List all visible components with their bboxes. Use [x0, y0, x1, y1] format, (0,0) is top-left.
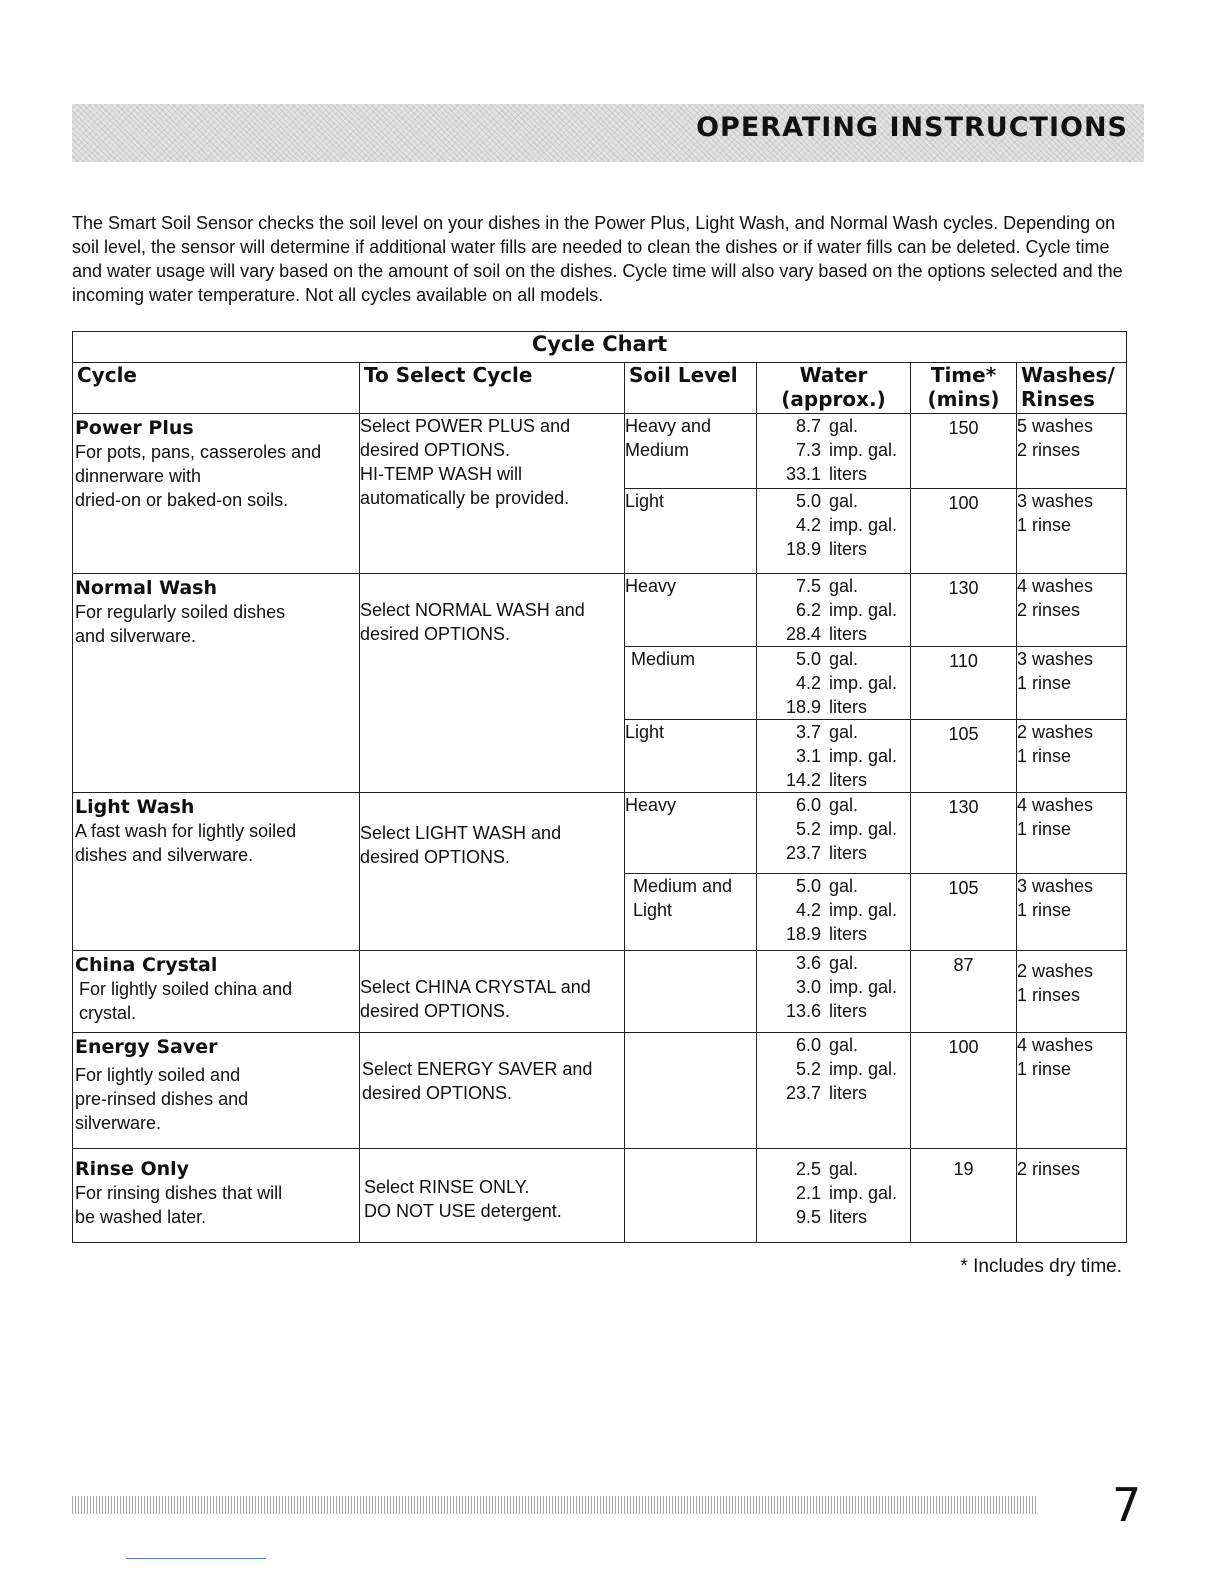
- cycle-desc-line: dishes and silverware.: [75, 845, 254, 866]
- cycle-cell-normal-wash: [73, 573, 360, 793]
- water-unit: imp. gal.: [829, 440, 898, 461]
- water-amount: 9.5: [795, 1206, 821, 1227]
- washes-cell: [1017, 950, 1127, 1032]
- washes-line: 1 rinse: [1017, 819, 1072, 840]
- water-amount: 28.4: [785, 623, 821, 644]
- column-header-select: To Select Cycle: [360, 363, 625, 414]
- water-unit: liters: [829, 464, 868, 485]
- water-cell: [757, 1148, 911, 1242]
- cycle-cell-china-crystal: [73, 950, 360, 1032]
- water-amount: 7.5: [795, 575, 821, 596]
- cycle-description: [73, 600, 359, 648]
- soil-line: Medium: [631, 648, 696, 669]
- water-unit: gal.: [829, 491, 859, 512]
- water-cell: [757, 489, 911, 573]
- time-cell: 130: [911, 793, 1017, 873]
- washes-line: 1 rinse: [1017, 746, 1072, 767]
- intro-paragraph: The Smart Soil Sensor checks the soil level on your dishes in the Power Plus, Light Wash, and Normal Wash cycles. Depending on soil level, the sensor will determine if additional water fills are needed to clean the dishes or if water fills can be deleted. Cycle time and water usage will vary based on the amount of soil on the dishes. Cycle time will also vary based on the options selected and the incoming water temperature. Not all cycles available on all models.: [72, 213, 1123, 305]
- water-amount: 6.2: [795, 599, 821, 620]
- select-line: Select RINSE ONLY.: [364, 1176, 530, 1197]
- water-amount: 4.2: [795, 899, 821, 920]
- select-cell-energy-saver: [360, 1033, 625, 1148]
- select-line: desired OPTIONS.: [360, 1000, 511, 1021]
- header-bar: [72, 104, 1144, 162]
- select-cell-normal-wash: [360, 573, 625, 793]
- washes-cell: [1017, 1148, 1127, 1242]
- cycle-description: [73, 977, 359, 1025]
- cycle-name: Rinse Only: [75, 1157, 190, 1180]
- chart-header-row: [73, 363, 1127, 414]
- time-cell: 87: [911, 950, 1017, 1032]
- table-row: [73, 1148, 1127, 1242]
- water-unit: liters: [829, 1083, 868, 1104]
- water-cell: [757, 1033, 911, 1148]
- chart-title-row: [73, 332, 1127, 363]
- column-header-washes: [1017, 363, 1127, 414]
- water-unit: gal.: [829, 795, 859, 816]
- soil-cell-empty: [625, 950, 757, 1032]
- washes-cell: [1017, 720, 1127, 793]
- washes-cell: [1017, 573, 1127, 646]
- page-header-title: OPERATING INSTRUCTIONS: [696, 112, 1128, 143]
- washes-line: 1 rinses: [1017, 984, 1081, 1005]
- select-line: Select LIGHT WASH and: [360, 823, 562, 844]
- select-cell-power-plus: [360, 414, 625, 574]
- select-line: desired OPTIONS.: [360, 440, 511, 461]
- washes-line: 2 washes: [1017, 960, 1094, 981]
- cycle-desc-line: For regularly soiled dishes: [75, 601, 286, 622]
- time-cell: 100: [911, 489, 1017, 573]
- washes-line: 3 washes: [1017, 875, 1094, 896]
- cycle-cell-energy-saver: [73, 1033, 360, 1148]
- cycle-desc-line: For pots, pans, casseroles and: [75, 442, 322, 463]
- soil-line: Medium: [625, 440, 690, 461]
- select-line: desired OPTIONS.: [360, 847, 511, 868]
- water-amount: 6.0: [795, 1035, 821, 1056]
- table-row: [73, 950, 1127, 1032]
- water-unit: gal.: [829, 648, 859, 669]
- water-amount: 14.2: [785, 770, 821, 791]
- water-amount: 18.9: [785, 539, 821, 560]
- time-cell: 105: [911, 873, 1017, 950]
- washes-line: 1 rinse: [1017, 1059, 1072, 1080]
- cycle-name: Energy Saver: [75, 1036, 218, 1059]
- cycle-name: China Crystal: [75, 953, 218, 976]
- washes-cell: [1017, 793, 1127, 873]
- footer-bar: [72, 1496, 1038, 1514]
- footnote: * Includes dry time.: [960, 1256, 1122, 1277]
- water-amount: 23.7: [785, 1083, 821, 1104]
- select-line: DO NOT USE detergent.: [364, 1200, 562, 1221]
- cycle-desc-line: For rinsing dishes that will: [75, 1182, 283, 1203]
- select-line: desired OPTIONS.: [360, 623, 511, 644]
- select-line: Select NORMAL WASH and: [360, 599, 585, 620]
- soil-cell: [625, 793, 757, 873]
- water-unit: imp. gal.: [829, 599, 898, 620]
- water-unit: imp. gal.: [829, 515, 898, 536]
- soil-line: Light: [625, 491, 665, 512]
- column-header-cycle: Cycle: [73, 363, 360, 414]
- column-header-water-line2: (approx.): [781, 387, 886, 412]
- water-amount: 3.7: [795, 722, 821, 743]
- water-unit: gal.: [829, 1158, 859, 1179]
- water-amount: 4.2: [795, 672, 821, 693]
- time-cell: 110: [911, 646, 1017, 719]
- water-cell: [757, 573, 911, 646]
- water-unit: liters: [829, 923, 868, 944]
- washes-cell: [1017, 1033, 1127, 1148]
- water-amount: 5.0: [795, 491, 821, 512]
- water-unit: imp. gal.: [829, 819, 898, 840]
- cycle-desc-line: For lightly soiled china and: [79, 978, 293, 999]
- water-unit: imp. gal.: [829, 976, 898, 997]
- cycle-desc-line: silverware.: [75, 1113, 162, 1134]
- water-cell: [757, 873, 911, 950]
- table-row: [73, 793, 1127, 873]
- time-cell: 19: [911, 1148, 1017, 1242]
- washes-line: 2 washes: [1017, 722, 1094, 743]
- washes-cell: [1017, 489, 1127, 573]
- washes-cell: [1017, 873, 1127, 950]
- cycle-desc-line: dinnerware with: [75, 466, 202, 487]
- water-amount: 2.1: [795, 1182, 821, 1203]
- cycle-cell-rinse-only: [73, 1148, 360, 1242]
- column-header-time: [911, 363, 1017, 414]
- washes-line: 1 rinse: [1017, 672, 1072, 693]
- select-line: automatically be provided.: [360, 488, 570, 509]
- water-amount: 6.0: [795, 795, 821, 816]
- water-amount: 13.6: [785, 1000, 821, 1021]
- column-header-time-line2: (mins): [927, 387, 1000, 412]
- table-row: [73, 414, 1127, 489]
- soil-cell: [625, 489, 757, 573]
- washes-cell: [1017, 646, 1127, 719]
- washes-line: 4 washes: [1017, 575, 1094, 596]
- water-cell: [757, 414, 911, 489]
- soil-cell: [625, 646, 757, 719]
- column-header-water-line1: Water: [799, 363, 868, 388]
- water-amount: 4.2: [795, 515, 821, 536]
- bottom-rule: [126, 1558, 266, 1559]
- soil-cell: [625, 573, 757, 646]
- water-unit: gal.: [829, 722, 859, 743]
- cycle-description: [73, 440, 359, 512]
- soil-cell-empty: [625, 1033, 757, 1148]
- water-cell: [757, 720, 911, 793]
- water-unit: gal.: [829, 416, 859, 437]
- time-cell: 100: [911, 1033, 1017, 1148]
- cycle-desc-line: dried-on or baked-on soils.: [75, 490, 289, 511]
- select-cell-light-wash: [360, 793, 625, 951]
- washes-cell: [1017, 414, 1127, 489]
- soil-cell: [625, 873, 757, 950]
- soil-cell: [625, 720, 757, 793]
- column-header-washes-line2: Rinses: [1021, 387, 1095, 412]
- water-amount: 33.1: [785, 464, 821, 485]
- column-header-soil: Soil Level: [625, 363, 757, 414]
- water-unit: imp. gal.: [829, 1182, 898, 1203]
- chart-title: Cycle Chart: [73, 332, 1127, 363]
- water-unit: imp. gal.: [829, 1059, 898, 1080]
- soil-cell: [625, 414, 757, 489]
- select-line: HI-TEMP WASH will: [360, 464, 522, 485]
- water-unit: liters: [829, 843, 868, 864]
- soil-line: Light: [625, 722, 665, 743]
- water-unit: liters: [829, 623, 868, 644]
- cycle-description: [73, 1181, 359, 1229]
- table-row: [73, 573, 1127, 646]
- cycle-desc-line: crystal.: [79, 1002, 137, 1023]
- water-amount: 3.0: [795, 976, 821, 997]
- water-unit: liters: [829, 539, 868, 560]
- cycle-desc-line: A fast wash for lightly soiled: [75, 821, 297, 842]
- water-unit: liters: [829, 1000, 868, 1021]
- cycle-desc-line: For lightly soiled and: [75, 1065, 241, 1086]
- table-row: [73, 1033, 1127, 1148]
- soil-line: Light: [633, 899, 673, 920]
- water-amount: 18.9: [785, 696, 821, 717]
- cycle-cell-power-plus: [73, 414, 360, 574]
- water-unit: imp. gal.: [829, 746, 898, 767]
- water-unit: gal.: [829, 1035, 859, 1056]
- soil-line: Heavy and: [625, 416, 712, 437]
- cycle-desc-line: be washed later.: [75, 1206, 207, 1227]
- cycle-name: Power Plus: [75, 417, 194, 440]
- washes-line: 3 washes: [1017, 491, 1094, 512]
- water-unit: imp. gal.: [829, 672, 898, 693]
- water-amount: 5.0: [795, 648, 821, 669]
- soil-line: Heavy: [625, 575, 677, 596]
- time-cell: 130: [911, 573, 1017, 646]
- water-amount: 7.3: [795, 440, 821, 461]
- water-unit: gal.: [829, 875, 859, 896]
- water-unit: liters: [829, 696, 868, 717]
- water-unit: imp. gal.: [829, 899, 898, 920]
- washes-line: 2 rinses: [1017, 440, 1081, 461]
- water-unit: liters: [829, 1206, 868, 1227]
- washes-line: 1 rinse: [1017, 515, 1072, 536]
- water-amount: 18.9: [785, 923, 821, 944]
- cycle-name: Normal Wash: [75, 576, 218, 599]
- cycle-desc-line: pre-rinsed dishes and: [75, 1089, 249, 1110]
- cycle-description: [73, 1059, 359, 1135]
- cycle-cell-light-wash: [73, 793, 360, 951]
- soil-line: Medium and: [633, 875, 733, 896]
- select-line: Select POWER PLUS and: [360, 416, 571, 437]
- washes-line: 4 washes: [1017, 1035, 1094, 1056]
- washes-line: 3 washes: [1017, 648, 1094, 669]
- water-amount: 3.6: [795, 952, 821, 973]
- washes-line: 5 washes: [1017, 416, 1094, 437]
- cycle-description: [73, 819, 359, 867]
- water-amount: 8.7: [795, 416, 821, 437]
- column-header-water: [757, 363, 911, 414]
- water-cell: [757, 950, 911, 1032]
- time-cell: 105: [911, 720, 1017, 793]
- water-amount: 5.2: [795, 819, 821, 840]
- soil-cell-empty: [625, 1148, 757, 1242]
- water-amount: 23.7: [785, 843, 821, 864]
- time-cell: 150: [911, 414, 1017, 489]
- column-header-washes-line1: Washes/: [1021, 363, 1115, 388]
- cycle-chart-table: [72, 331, 1127, 1243]
- cycle-name: Light Wash: [75, 796, 195, 819]
- washes-line: 2 rinses: [1017, 599, 1081, 620]
- washes-line: 1 rinse: [1017, 899, 1072, 920]
- water-unit: liters: [829, 770, 868, 791]
- select-line: Select CHINA CRYSTAL and: [360, 976, 591, 997]
- cycle-desc-line: and silverware.: [75, 625, 197, 646]
- water-amount: 2.5: [795, 1158, 821, 1179]
- select-cell-china-crystal: [360, 950, 625, 1032]
- select-line: desired OPTIONS.: [362, 1083, 513, 1104]
- water-amount: 3.1: [795, 746, 821, 767]
- water-amount: 5.2: [795, 1059, 821, 1080]
- water-unit: gal.: [829, 575, 859, 596]
- water-amount: 5.0: [795, 875, 821, 896]
- water-cell: [757, 646, 911, 719]
- washes-line: 4 washes: [1017, 795, 1094, 816]
- column-header-time-line1: Time*: [930, 363, 997, 388]
- soil-line: Heavy: [625, 795, 677, 816]
- select-line: Select ENERGY SAVER and: [362, 1059, 593, 1080]
- select-cell-rinse-only: [360, 1148, 625, 1242]
- page-number: 7: [1112, 1478, 1142, 1532]
- water-cell: [757, 793, 911, 873]
- water-unit: gal.: [829, 952, 859, 973]
- washes-line: 2 rinses: [1017, 1158, 1081, 1179]
